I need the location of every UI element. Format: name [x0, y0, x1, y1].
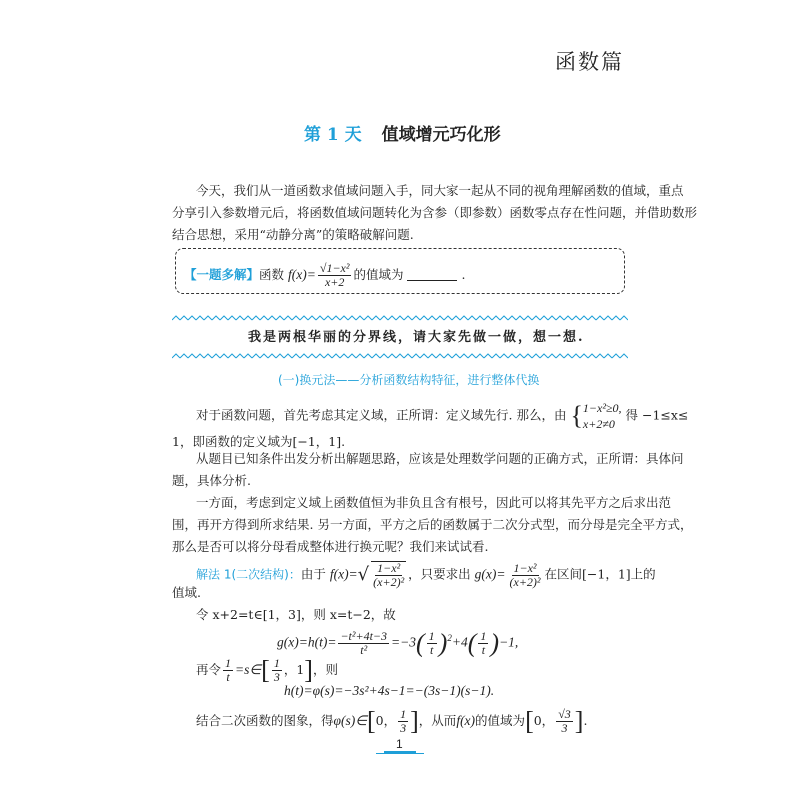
system-line: x+2≠0: [582, 417, 615, 431]
text: .: [583, 713, 588, 728]
text: 0，: [533, 713, 555, 728]
math: f(x): [456, 713, 476, 728]
text: 的值域为: [475, 713, 526, 728]
page-number: 1: [396, 737, 403, 751]
section-heading: (一)换元法——分析函数结构特征，进行整体代换: [278, 373, 540, 387]
answer-blank[interactable]: [407, 280, 457, 281]
fraction-denominator: t²: [360, 643, 368, 657]
fraction-denominator: t: [226, 670, 230, 684]
problem-statement: [184, 262, 465, 289]
page-number-rule: [376, 753, 424, 754]
domain-text: 对于函数问题，首先考虑其定义域，正所谓：定义域先行. 那么，由: [196, 407, 567, 423]
problem-fx: f(x)=: [288, 267, 316, 282]
paragraph-line: 题，具体分析.: [172, 473, 251, 488]
intro-line: 结合思想，采用“动静分离”的策略破解问题.: [172, 227, 414, 242]
fraction-denominator: t: [430, 643, 434, 657]
equation-1: g(x)=h(t)= $\frac{\text{−t²+4t−3}}{\text{t²}}$ =−3( $\frac{1}{t}$ )$^2$+4( $\frac{1}{t}$ )−1,: [277, 628, 519, 658]
eq-part: g(x)=h(t)=: [277, 634, 337, 650]
system-line: 1−x²≥0,: [582, 401, 622, 415]
problem-tag: 【一题多解】: [184, 267, 260, 282]
text: ，则: [312, 662, 338, 677]
text: ，1: [283, 662, 305, 677]
fraction-denominator: 3: [400, 721, 407, 735]
intro-line: 今天，我们从一道函数求值域问题入手，同大家一起从不同的视角理解函数的值域，重点: [196, 183, 684, 198]
text: ，从而: [418, 713, 457, 728]
domain-result: 得 −1≤x≤: [625, 407, 689, 423]
fraction-numerator: 1: [428, 629, 435, 643]
text: ，只要求出: [408, 566, 471, 582]
problem-prefix: 函数: [259, 267, 285, 282]
equation-2: h(t)=φ(s)=−3s²+4s−1=−(3s−1)(s−1).: [284, 683, 495, 698]
substitution-2: 再令 $\frac{1}{t}$ =s∈[ $\frac{1}{3}$ ，1]，则: [196, 655, 338, 685]
page-title: [304, 120, 501, 145]
fraction-denominator: x+2: [324, 275, 345, 289]
problem-suffix: 的值域为: [353, 267, 404, 282]
fraction-numerator: 1: [480, 629, 487, 643]
problem-end: .: [461, 267, 466, 282]
g-fraction: [508, 562, 543, 589]
fraction-numerator: 1: [225, 656, 232, 670]
paragraph-line: 那么是否可以将分母看成整体进行换元呢？我们来试试看.: [172, 539, 489, 554]
solution1-line1: 解法 1(二次结构)：由于 f(x)=√ $\frac{\text{1−x²}}{\text{(x+2)²}}$ ，只要求出 g(x)= $\frac{\text{1−x²}}{\text{(x+2)²}}$ 在区间[−1，1]上的: [196, 560, 656, 589]
paragraph-line: 从题目已知条件出发分析出解题思路，应该是处理数学问题的正确方式，正所谓：具体问: [196, 451, 684, 466]
paragraph-line: 围，再开方得到所求结果. 另一方面，平方之后的函数属于二次分式型，而分母是完全平方式，: [172, 517, 693, 532]
fraction-denominator: t: [481, 643, 486, 657]
text: 在区间[−1，1]上的: [544, 566, 656, 582]
fraction-denominator: 3: [561, 721, 568, 735]
fraction-denominator: 3: [273, 670, 280, 684]
fraction-numerator: 1−x²: [377, 561, 401, 575]
text: 再令: [196, 662, 222, 677]
math-f: f(x)=: [329, 566, 358, 582]
intro-line: 分享引入参数增元后，将函数值域问题转化为含参（即参数）函数零点存在性问题，并借助数形: [172, 205, 698, 220]
substitution-1: 令 x+2=t∈[1，3]，则 x=t−2，故: [196, 607, 396, 622]
domain-line2: 1，即函数的定义域为[−1，1].: [172, 434, 346, 449]
eq-part: +4: [451, 634, 468, 650]
eq-part: =−3: [391, 634, 416, 650]
math: φ(s)∈: [333, 713, 367, 728]
math: =s∈: [235, 662, 262, 677]
fraction-denominator: (x+2)²: [373, 575, 405, 589]
fraction-numerator: √1−x²: [319, 261, 350, 275]
solution1-label: 解法 1(二次结构)：: [196, 567, 301, 582]
fraction-numerator: 1: [400, 707, 407, 721]
fraction-numerator: 1−x²: [513, 560, 537, 575]
wavy-divider-bottom: [172, 352, 628, 360]
text: 由于: [300, 566, 326, 582]
section-header: 函数篇: [555, 50, 624, 74]
fraction-numerator: 1: [273, 656, 280, 670]
fraction-denominator: (x+2)²: [509, 574, 541, 589]
day-label: 第 1 天: [304, 125, 362, 145]
eq-part: −1,: [499, 634, 519, 650]
f-fraction: [371, 561, 406, 589]
paragraph-line: 一方面，考虑到定义域上函数值恒为非负且含有根号，因此可以将其先平方之后求出范: [196, 495, 672, 510]
math-g: g(x)=: [474, 566, 506, 582]
exponent: 2: [447, 633, 452, 644]
inequality-system: { 1−x²≥0, x+2≠0: [570, 401, 622, 431]
divider-text: 我是两根华丽的分界线，请大家先做一做，想一想.: [248, 330, 585, 345]
solution1-line2: 值域.: [172, 585, 201, 600]
conclusion: 结合二次函数的图象，得φ(s)∈[0， $\frac{1}{3}$ ]，从而f(x)的值域为[0， $\frac{√3}{3}$ ].: [196, 706, 588, 736]
text: 结合二次函数的图象，得: [196, 713, 334, 728]
paragraph-domain: [196, 400, 688, 432]
wavy-divider-top: [172, 314, 628, 322]
fraction-numerator: −t²+4t−3: [340, 629, 388, 643]
problem-fraction: [318, 262, 352, 289]
topic-title: 值域增元巧化形: [381, 125, 501, 145]
text: 0，: [375, 713, 397, 728]
fraction-numerator: √3: [558, 707, 571, 721]
